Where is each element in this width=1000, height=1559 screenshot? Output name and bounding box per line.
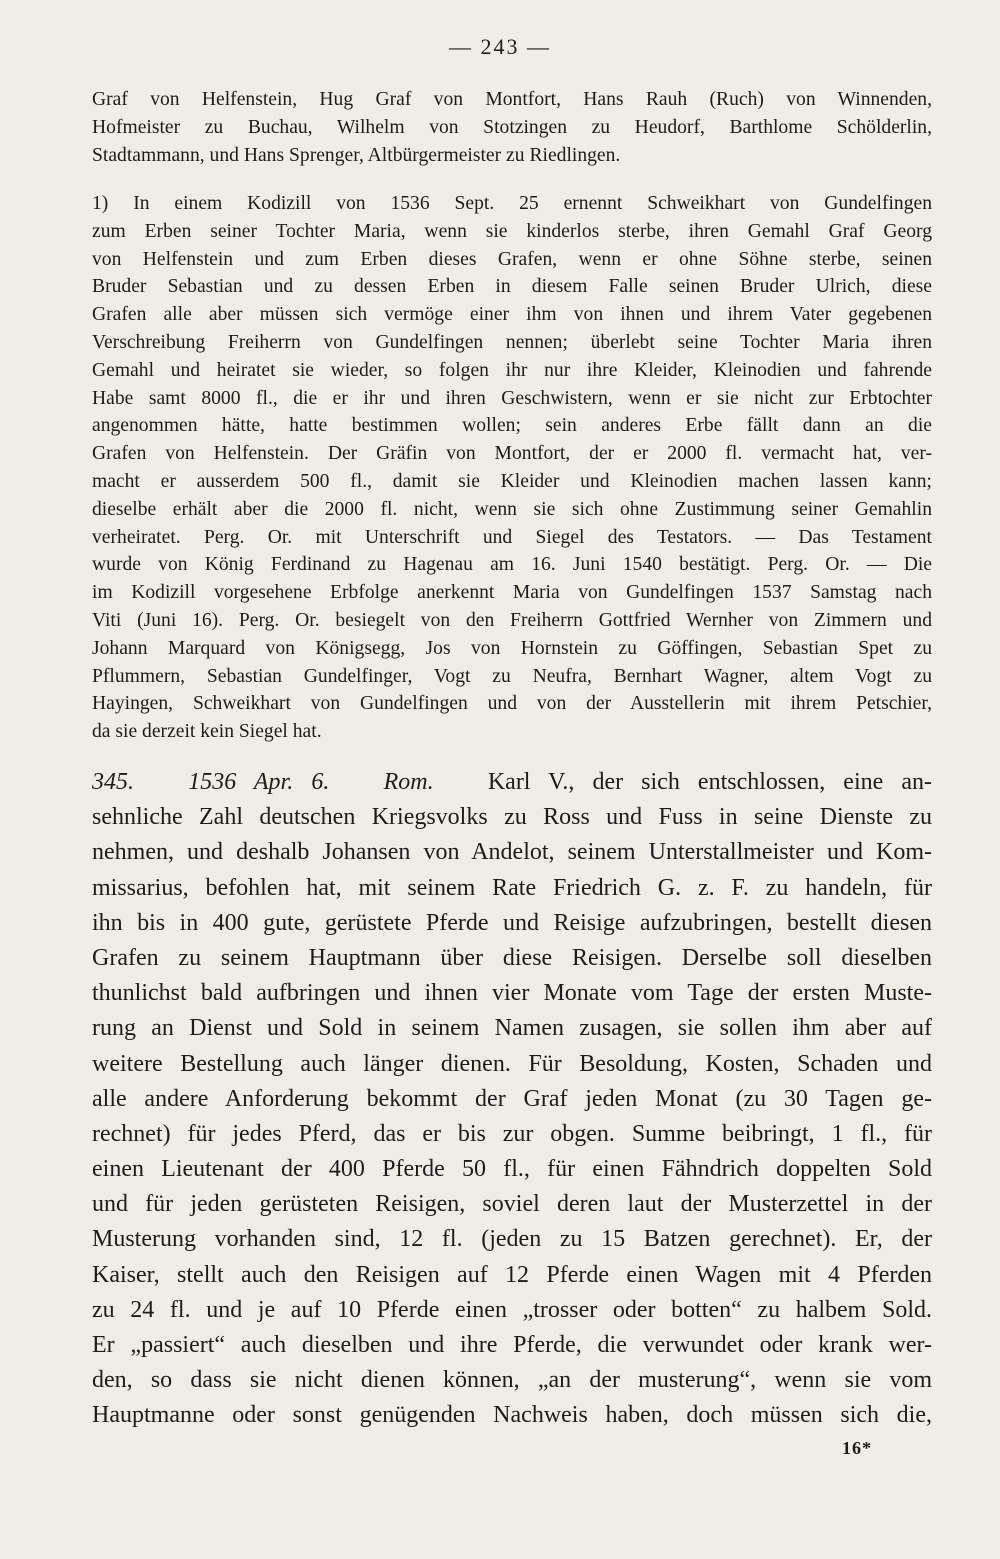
entry-line: thunlichst bald aufbringen und ihnen vier Monate vom Tage der ersten Muste- — [92, 980, 932, 1007]
entry-line: missarius, befohlen hat, mit seinem Rate Friedrich G. z. F. zu handeln, für — [92, 874, 932, 901]
entry-line: Musterung vorhanden sind, 12 fl. (jeden zu 15 Batzen gerechnet). Er, der — [92, 1226, 932, 1253]
entry-line: sehnliche Zahl deutschen Kriegsvolks zu Ross und Fuss in seine Dienste zu — [92, 804, 932, 831]
footnote-line: Hayingen, Schweikhart von Gundelfingen und von der Ausstellerin mit ihrem Petschier, — [92, 693, 932, 715]
footnote-line: von Helfenstein und zum Erben dieses Grafen, wenn er ohne Söhne sterbe, seinen — [92, 248, 932, 270]
footnote-line: Pflummern, Sebastian Gundelfinger, Vogt zu Neufra, Bernhart Wagner, altem Vogt zu — [92, 665, 932, 687]
footnote-line: Viti (Juni 16). Perg. Or. besiegelt von den Freiherrn Gottfried Wernher von Zimmern und — [92, 609, 932, 631]
entry-line: rechnet) für jedes Pferd, das er bis zur obgen. Summe beibringt, 1 fl., für — [92, 1120, 932, 1147]
entry-line: weitere Bestellung auch länger dienen. Für Besoldung, Kosten, Schaden und — [92, 1050, 932, 1077]
entry-heading-line — [92, 765, 932, 800]
entry-date: 1536 Apr. 6. — [188, 769, 330, 795]
entry-345 — [92, 765, 932, 1434]
footnote-line: im Kodizill vorgesehene Erbfolge anerkennt Maria von Gundelfingen 1537 Samstag nach — [92, 582, 932, 604]
page-number: — 243 — — [449, 34, 551, 59]
footnote-line: Gemahl und heiratet sie wieder, so folgen ihr nur ihre Kleider, Kleinodien und fahrende — [92, 359, 932, 381]
footnote-line: dieselbe erhält aber die 2000 fl. nicht, wenn sie sich ohne Zustimmung seiner Gemahlin — [92, 498, 932, 520]
entry-line: zu 24 fl. und je auf 10 Pferde einen „trosser oder botten“ zu halbem Sold. — [92, 1296, 932, 1323]
footnote-line: Bruder Sebastian und zu dessen Erben in diesem Falle seinen Bruder Ulrich, diese — [92, 276, 932, 298]
entry-line: einen Lieutenant der 400 Pferde 50 fl., für einen Fähndrich doppelten Sold — [92, 1156, 932, 1183]
entry-line: alle andere Anforderung bekommt der Graf jeden Monat (zu 30 Tagen ge- — [92, 1085, 932, 1112]
footnote-line: Graf von Helfenstein, Hug Graf von Montfort, Hans Rauh (Ruch) von Winnenden, — [92, 89, 932, 110]
entry-line: ihn bis in 400 gute, gerüstete Pferde und Reisige aufzubringen, bestellt diesen — [92, 909, 932, 936]
entry-place: Rom. — [383, 769, 434, 795]
footnote-line: macht er ausserdem 500 fl., damit sie Kleider und Kleinodien machen lassen kann; — [92, 470, 932, 492]
entry-line: den, so dass sie nicht dienen können, „an der musterung“, wenn sie vom — [92, 1367, 932, 1394]
entry-line: Grafen zu seinem Hauptmann über diese Reisigen. Derselbe soll dieselben — [92, 944, 932, 971]
entry-line: Kaiser, stellt auch den Reisigen auf 12 Pferde einen Wagen mit 4 Pferden — [92, 1261, 932, 1288]
signature-mark: 16* — [842, 1438, 872, 1458]
entry-line: Hauptmanne oder sonst genügenden Nachweis haben, doch müssen sich die, — [92, 1402, 932, 1429]
entry-line: nehmen, und deshalb Johansen von Andelot, seinem Unterstallmeister und Kom- — [92, 839, 932, 866]
entry-line: rung an Dienst und Sold in seinem Namen zusagen, sie sollen ihm aber auf — [92, 1015, 932, 1042]
entry-first-text: Karl V., der sich entschlossen, eine an- — [487, 769, 933, 795]
footnote-line: angenommen hätte, hatte bestimmen wollen; sein anderes Erbe fällt dann an die — [92, 415, 932, 437]
footnote-line: Verschreibung Freiherrn von Gundelfingen nennen; überlebt seine Tochter Maria ihren — [92, 331, 932, 353]
footnote-1 — [92, 190, 932, 746]
footnote-line: da sie derzeit kein Siegel hat. — [92, 721, 322, 743]
footnote-line: Habe samt 8000 fl., die er ihr und ihren Geschwistern, wenn er sie nicht zur Erbtochter — [92, 387, 932, 409]
footnote-line: zum Erben seiner Tochter Maria, wenn sie kinderlos sterbe, ihren Gemahl Graf Georg — [92, 220, 932, 242]
footnote-line: Stadtammann, und Hans Sprenger, Altbürgermeister zu Riedlingen. — [92, 144, 621, 166]
footnote-line: Grafen von Helfenstein. Der Gräfin von Montfort, der er 2000 fl. vermacht hat, ver- — [92, 443, 932, 465]
footnote-line: Johann Marquard von Königsegg, Jos von Hornstein zu Göffingen, Sebastian Spet zu — [92, 637, 932, 659]
entry-line: Er „passiert“ auch dieselben und ihre Pferde, die verwundet oder krank wer- — [92, 1332, 932, 1358]
entry-line: und für jeden gerüsteten Reisigen, soviel deren laut der Musterzettel in der — [92, 1191, 932, 1218]
footnote-line: 1) In einem Kodizill von 1536 Sept. 25 ernennt Schweikhart von Gundelfingen — [92, 193, 932, 214]
footnote-line: Hofmeister zu Buchau, Wilhelm von Stotzingen zu Heudorf, Barthlome Schölderlin, — [92, 116, 932, 138]
footnote-continuation — [92, 86, 932, 169]
footnote-line: Grafen alle aber müssen sich vermöge einer ihm von ihnen und ihrem Vater gegebenen — [92, 304, 932, 326]
footnote-line: verheiratet. Perg. Or. mit Unterschrift und Siegel des Testators. — Das Testament — [92, 526, 932, 548]
entry-number: 345. — [92, 769, 134, 795]
footnote-line: wurde von König Ferdinand zu Hagenau am 16. Juni 1540 bestätigt. Perg. Or. — Die — [92, 554, 932, 576]
